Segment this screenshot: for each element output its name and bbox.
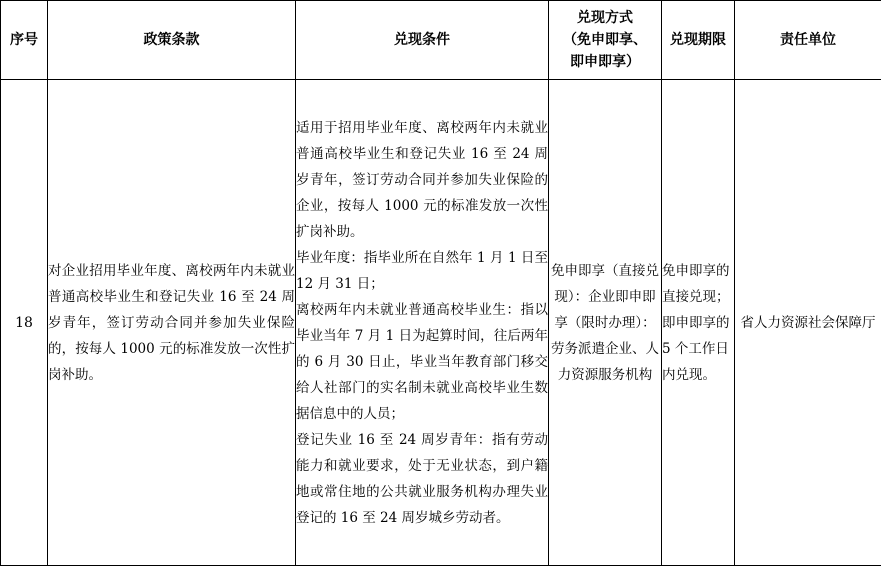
header-method-line1: 兑现方式 (549, 7, 661, 29)
header-condition: 兑现条件 (296, 1, 549, 80)
condition-paragraph-1: 适用于招用毕业年度、离校两年内未就业普通高校毕业生和登记失业 16 至 24 周岁青年，签订劳动合同并参加失业保险的企业，按每人 1000 元的标准发放一次性扩岗补助。 (296, 115, 548, 245)
condition-paragraph-4: 登记失业 16 至 24 周岁青年：指有劳动能力和就业要求，处于无业状态，到户籍地或常住地的公共就业服务机构办理失业登记的 16 至 24 周岁城乡劳动者。 (296, 427, 548, 531)
cell-period: 免申即享的直接兑现；即申即享的 5 个工作日内兑现。 (662, 80, 735, 566)
header-method (549, 1, 662, 80)
header-method-line3: 即申即享） (549, 51, 661, 73)
cell-clause: 对企业招用毕业年度、离校两年内未就业普通高校毕业生和登记失业 16 至 24 周岁青年，签订劳动合同并参加失业保险的，按每人 1000 元的标准发放一次性扩岗补助。 (48, 80, 296, 566)
header-clause: 政策条款 (48, 1, 296, 80)
cell-condition (296, 80, 549, 566)
header-method-line2: （免申即享、 (549, 29, 661, 51)
table-row (1, 80, 881, 566)
condition-paragraph-3: 离校两年内未就业普通高校毕业生：指以毕业当年 7 月 1 日为起算时间，往后两年的 6 月 30 日止，毕业当年教育部门移交给人社部门的实名制未就业高校毕业生数据信息中的人员； (296, 297, 548, 427)
header-period: 兑现期限 (662, 1, 735, 80)
header-no: 序号 (1, 1, 48, 80)
header-unit: 责任单位 (735, 1, 881, 80)
cell-unit: 省人力资源社会保障厅 (735, 80, 881, 566)
header-row (1, 1, 881, 80)
cell-no: 18 (1, 80, 48, 566)
condition-paragraph-2: 毕业年度：指毕业所在自然年 1 月 1 日至 12 月 31 日； (296, 245, 548, 297)
cell-method: 免申即享（直接兑现）：企业即申即享（限时办理）：劳务派遣企业、人力资源服务机构 (549, 80, 662, 566)
